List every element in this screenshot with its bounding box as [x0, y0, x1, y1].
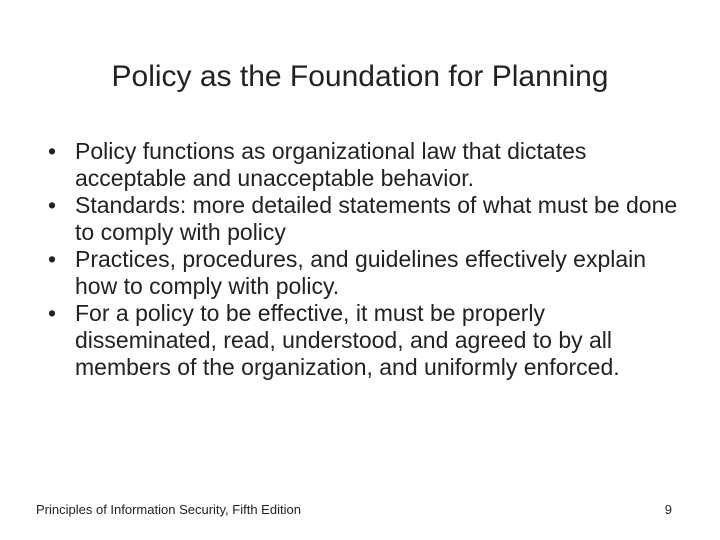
bullet-text: Policy functions as organizational law that dictates acceptable and unacceptable behavior.: [75, 138, 587, 191]
bullet-marker-icon: •: [48, 192, 57, 218]
bullet-item: [48, 300, 688, 381]
bullet-text: Standards: more detailed statements of what must be done to comply with policy: [75, 192, 678, 245]
bullet-item: [48, 138, 688, 192]
bullet-marker-icon: •: [48, 246, 57, 272]
bullet-marker-icon: •: [48, 138, 57, 164]
bullet-item: [48, 192, 688, 246]
bullet-text: Practices, procedures, and guidelines effectively explain how to comply with policy.: [75, 246, 647, 299]
slide-title: Policy as the Foundation for Planning: [111, 60, 609, 93]
page-number: 9: [664, 502, 672, 517]
bullet-item: [48, 246, 688, 300]
bullet-marker-icon: •: [48, 300, 57, 326]
bullet-list: [48, 138, 688, 381]
bullet-text: For a policy to be effective, it must be properly disseminated, read, understood, and agreed to by all members of the organization, and uniformly enforced.: [75, 300, 620, 380]
footer-source: Principles of Information Security, Fifth Edition: [36, 502, 301, 517]
